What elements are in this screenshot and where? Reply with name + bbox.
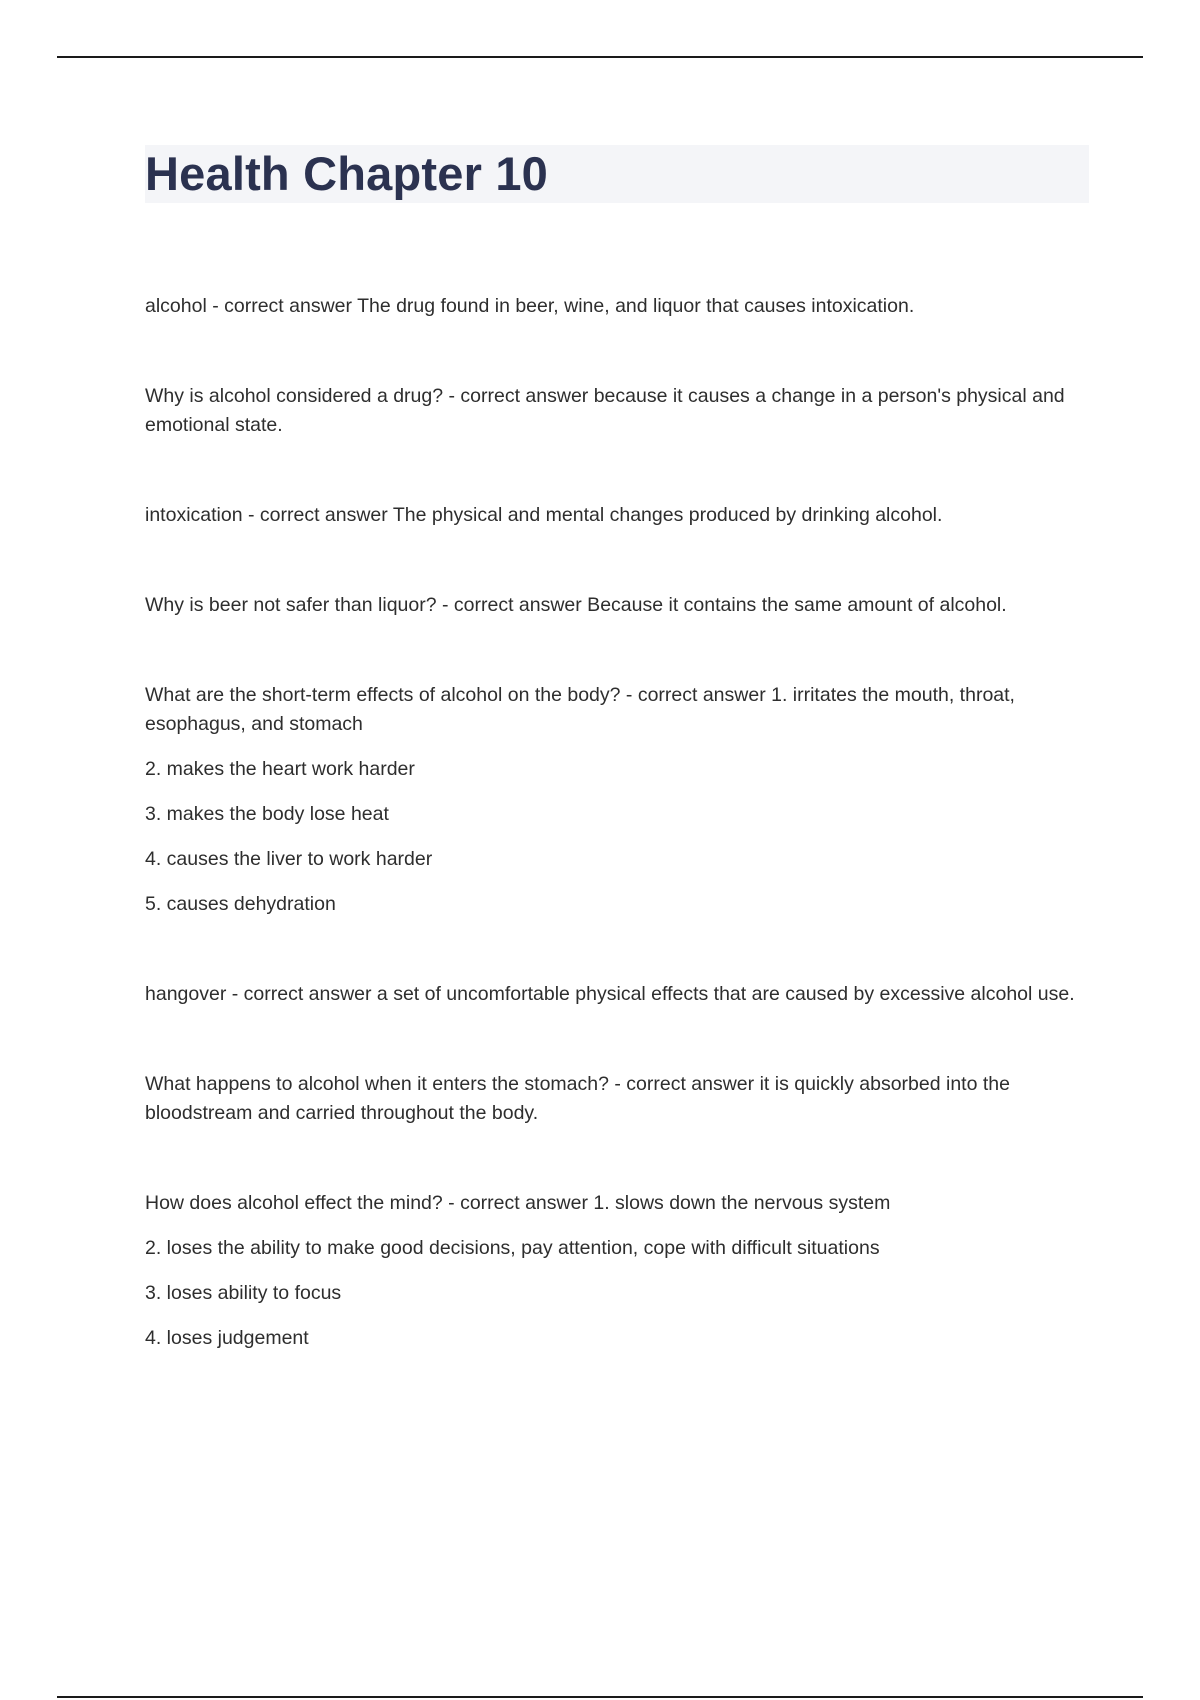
qa-text: What happens to alcohol when it enters the stomach? - correct answer it is quickly absorbed into the bloodstream and carried throughout the body. — [145, 1073, 1010, 1124]
page-title: Health Chapter 10 — [145, 147, 549, 200]
qa-list-item: 4. causes the liver to work harder — [145, 848, 433, 870]
qa-text: Why is alcohol considered a drug? - correct answer because it causes a change in a person's physical and emotional state. — [145, 385, 1065, 436]
qa-list-item: 3. makes the body lose heat — [145, 803, 389, 825]
top-rule — [57, 56, 1143, 58]
qa-text: How does alcohol effect the mind? - correct answer 1. slows down the nervous system — [145, 1192, 891, 1214]
bottom-rule — [57, 1696, 1143, 1698]
qa-text: Why is beer not safer than liquor? - correct answer Because it contains the same amount of alcohol. — [145, 594, 1007, 616]
qa-text: hangover - correct answer a set of uncomfortable physical effects that are caused by excessive alcohol use. — [145, 983, 1075, 1005]
qa-entry — [145, 292, 1090, 321]
qa-entry — [145, 1070, 1090, 1128]
qa-entry — [145, 1189, 1090, 1353]
qa-entry — [145, 382, 1090, 440]
qa-text: What are the short-term effects of alcohol on the body? - correct answer 1. irritates the mouth, throat, esophagus, and stomach — [145, 684, 1015, 735]
flashcard-list — [145, 292, 1090, 1369]
qa-list-item: 4. loses judgement — [145, 1327, 309, 1349]
qa-text: alcohol - correct answer The drug found in beer, wine, and liquor that causes intoxication. — [145, 295, 915, 317]
qa-text: intoxication - correct answer The physical and mental changes produced by drinking alcohol. — [145, 504, 943, 526]
qa-entry — [145, 980, 1090, 1009]
title-banner — [145, 145, 1089, 203]
qa-list-item: 3. loses ability to focus — [145, 1282, 342, 1304]
qa-entry — [145, 681, 1090, 919]
qa-list-item: 2. loses the ability to make good decisions, pay attention, cope with difficult situations — [145, 1237, 880, 1259]
qa-entry — [145, 501, 1090, 530]
qa-list-item: 2. makes the heart work harder — [145, 758, 415, 780]
qa-list-item: 5. causes dehydration — [145, 893, 336, 915]
qa-entry — [145, 591, 1090, 620]
